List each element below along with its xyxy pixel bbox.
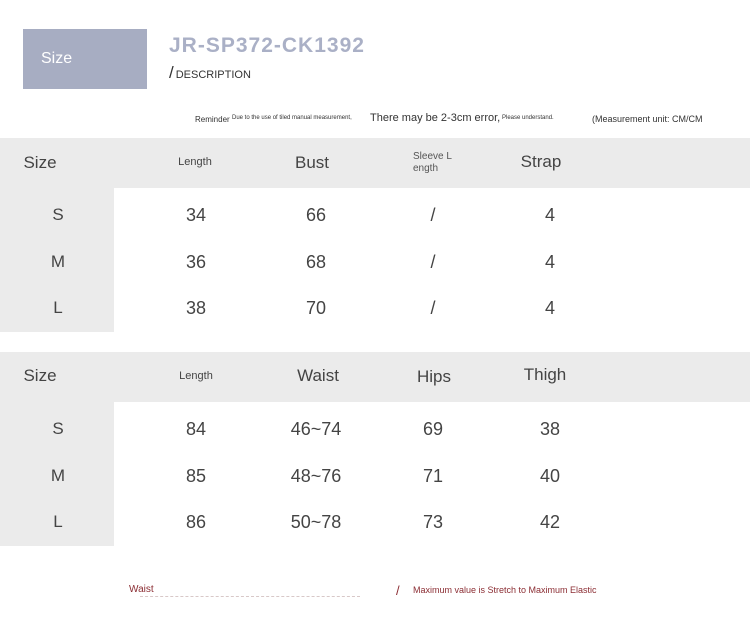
bottom-header-length: Length bbox=[179, 370, 213, 382]
top-row-sleeve: / bbox=[430, 252, 436, 272]
note-unit: (Measurement unit: CM/CM bbox=[592, 114, 703, 124]
sleeve-line-2: ength bbox=[413, 163, 439, 174]
top-row-bust: 70 bbox=[305, 298, 327, 318]
bottom-row-length: 85 bbox=[185, 466, 207, 486]
description-slash: / bbox=[169, 63, 174, 82]
footer-waist: Waist bbox=[129, 584, 154, 595]
bottom-row-thigh: 40 bbox=[539, 466, 561, 486]
bottom-header-hips: Hips bbox=[416, 367, 452, 386]
bottom-row-thigh: 42 bbox=[539, 512, 561, 532]
top-header-size: Size bbox=[23, 153, 57, 172]
top-header-length: Length bbox=[178, 156, 212, 168]
footer-stretch-note: Maximum value is Stretch to Maximum Elastic bbox=[413, 585, 597, 595]
footer-slash: / bbox=[396, 583, 400, 598]
top-row-sleeve: / bbox=[430, 205, 436, 225]
bottom-row-waist: 50~78 bbox=[290, 512, 342, 532]
bottom-row-size: M bbox=[50, 466, 66, 485]
bottom-row-waist: 46~74 bbox=[290, 419, 342, 439]
top-header-strap: Strap bbox=[520, 152, 562, 171]
note-reminder: Reminder bbox=[195, 115, 230, 124]
measurement-notes bbox=[0, 110, 750, 130]
top-table-header bbox=[0, 138, 750, 188]
bottom-row-hips: 73 bbox=[422, 512, 444, 532]
top-row-length: 36 bbox=[185, 252, 207, 272]
top-row-bust: 66 bbox=[305, 205, 327, 225]
note-error: There may be 2-3cm error, bbox=[370, 112, 501, 124]
bottom-row-size: S bbox=[52, 419, 64, 438]
sleeve-line-1: Sleeve L bbox=[413, 151, 452, 162]
top-header-bust: Bust bbox=[294, 153, 330, 172]
top-row-strap: 4 bbox=[544, 252, 556, 272]
top-row-bust: 68 bbox=[305, 252, 327, 272]
product-code: JR-SP372-CK1392 bbox=[169, 34, 365, 57]
size-label-box bbox=[23, 29, 147, 89]
footer-faded-text bbox=[140, 596, 360, 600]
bottom-header-size: Size bbox=[23, 366, 57, 385]
footer-note bbox=[0, 583, 750, 613]
top-row-length: 34 bbox=[185, 205, 207, 225]
bottom-table-header bbox=[0, 352, 750, 402]
top-row-sleeve: / bbox=[430, 298, 436, 318]
top-header-sleeve-length bbox=[413, 151, 452, 175]
bottom-row-waist: 48~76 bbox=[290, 466, 342, 486]
bottom-row-thigh: 38 bbox=[539, 419, 561, 439]
top-row-strap: 4 bbox=[544, 205, 556, 225]
top-row-size: L bbox=[53, 298, 63, 317]
bottom-row-length: 86 bbox=[185, 512, 207, 532]
note-manual: Due to the use of tiled manual measurement, bbox=[232, 115, 352, 121]
top-row-size: S bbox=[52, 205, 64, 224]
bottom-row-hips: 71 bbox=[422, 466, 444, 486]
bottom-row-hips: 69 bbox=[422, 419, 444, 439]
description-heading bbox=[169, 63, 251, 83]
description-label: DESCRIPTION bbox=[175, 69, 251, 81]
bottom-row-length: 84 bbox=[185, 419, 207, 439]
top-row-length: 38 bbox=[185, 298, 207, 318]
size-label: Size bbox=[41, 50, 73, 67]
top-row-size: M bbox=[50, 252, 66, 271]
bottom-row-size: L bbox=[53, 512, 63, 531]
bottom-header-thigh: Thigh bbox=[523, 365, 567, 384]
top-row-strap: 4 bbox=[544, 298, 556, 318]
bottom-header-waist: Waist bbox=[297, 366, 339, 385]
note-understand: Please understand. bbox=[502, 115, 554, 121]
